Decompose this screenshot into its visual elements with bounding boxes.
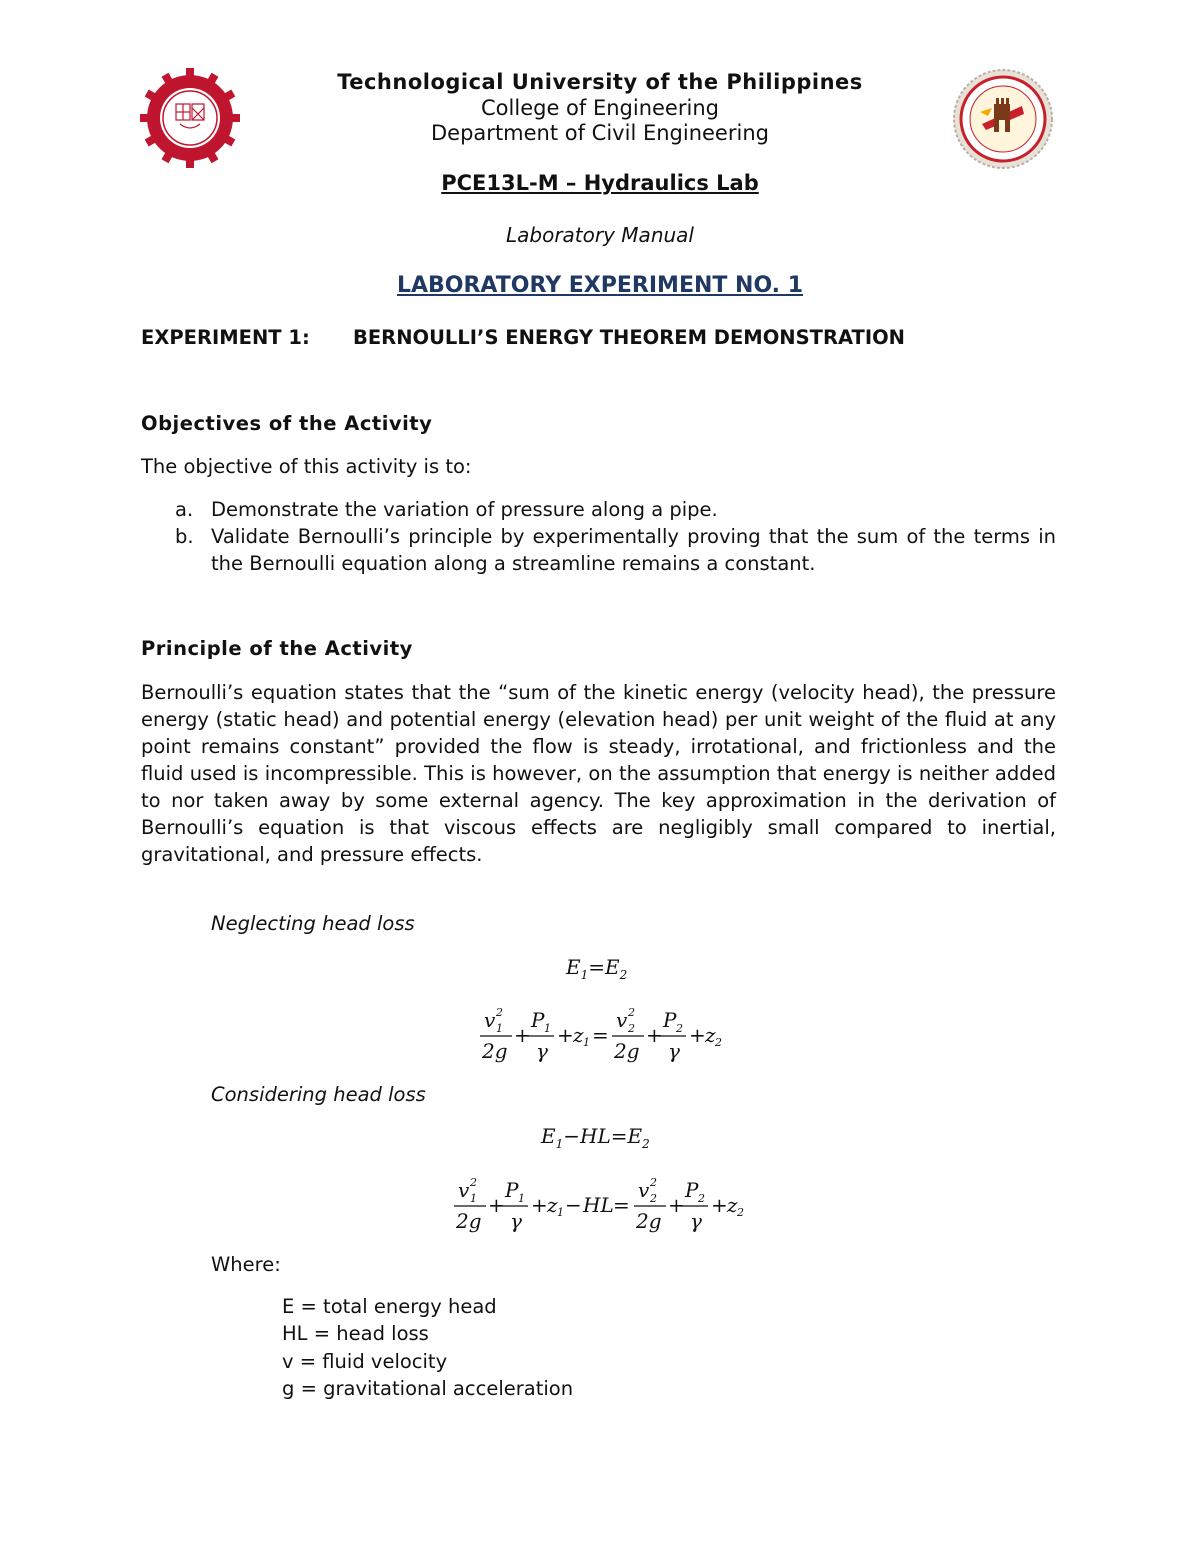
svg-text:P: P — [505, 1178, 519, 1202]
svg-text:2: 2 — [650, 1192, 657, 1205]
equation-bernoulli-head-loss — [452, 1170, 752, 1240]
svg-text:=: = — [592, 1023, 609, 1047]
svg-text:γ: γ — [690, 1209, 702, 1233]
svg-text:2: 2 — [470, 1176, 477, 1189]
svg-text:2: 2 — [676, 1022, 683, 1035]
svg-text:γ: γ — [536, 1039, 548, 1063]
svg-text:2: 2 — [715, 1036, 722, 1049]
svg-text:v: v — [638, 1178, 650, 1202]
equation-energy-balance: $E_1=E_2$ — [566, 955, 628, 982]
course-title: PCE13L-M – Hydraulics Lab — [441, 171, 759, 195]
svg-text:1: 1 — [496, 1022, 503, 1035]
svg-text:2g: 2g — [482, 1039, 508, 1063]
svg-text:2: 2 — [650, 1176, 657, 1189]
definition-gravitational-acceleration: g = gravitational acceleration — [282, 1377, 574, 1400]
svg-text:2g: 2g — [636, 1209, 662, 1233]
svg-text:P: P — [531, 1008, 545, 1032]
manual-label: Laboratory Manual — [506, 223, 694, 247]
svg-text:v: v — [484, 1008, 496, 1032]
experiment-label: EXPERIMENT 1: — [141, 326, 310, 349]
svg-text:1: 1 — [470, 1192, 477, 1205]
svg-text:P: P — [663, 1008, 677, 1032]
svg-text:γ: γ — [510, 1209, 522, 1233]
svg-text:2g: 2g — [614, 1039, 640, 1063]
svg-text:2: 2 — [698, 1192, 705, 1205]
svg-text:+: + — [488, 1193, 505, 1217]
svg-text:z: z — [573, 1023, 584, 1047]
principle-paragraph: Bernoulli’s equation states that the “sum of the kinetic energy (velocity head), the pressure energy (static head) and potential energy (elevation head) per unit weight of the fluid at any point remains constant” provided the flow is steady, irrotational, and frictionless and the fluid used is incompressible. This is however, on the assumption that energy is neither added to nor taken away by some external agency. The key approximation in the derivation of Bernoulli’s equation is that viscous effects are negligibly small compared to inertial, gravitational, and pressure effects. — [141, 681, 1056, 866]
svg-text:z: z — [547, 1193, 558, 1217]
university-name: Technological University of the Philippines — [337, 70, 863, 94]
svg-text:+: + — [531, 1193, 548, 1217]
svg-text:+: + — [514, 1023, 531, 1047]
definition-head-loss: HL = head loss — [282, 1322, 429, 1345]
svg-text:HL: HL — [583, 1193, 614, 1217]
svg-text:+: + — [646, 1023, 663, 1047]
svg-text:1: 1 — [518, 1192, 525, 1205]
svg-text:2: 2 — [496, 1006, 503, 1019]
svg-text:v: v — [458, 1178, 470, 1202]
svg-text:=: = — [613, 1193, 630, 1217]
objective-item-a: Demonstrate the variation of pressure along a pipe. — [211, 498, 718, 521]
svg-text:2g: 2g — [456, 1209, 482, 1233]
svg-text:1: 1 — [544, 1022, 551, 1035]
experiment-title: BERNOULLI’S ENERGY THEOREM DEMONSTRATION — [353, 326, 905, 349]
svg-text:2: 2 — [628, 1022, 635, 1035]
svg-text:z: z — [705, 1023, 716, 1047]
equation-energy-balance-head-loss: $E_1-HL=E_2$ — [541, 1124, 650, 1151]
objective-marker-b: b. — [175, 525, 194, 548]
svg-text:1: 1 — [583, 1036, 590, 1049]
equation-bernoulli — [478, 1000, 738, 1070]
neglecting-head-loss-label: Neglecting head loss — [211, 912, 415, 935]
svg-text:+: + — [557, 1023, 574, 1047]
svg-text:−: − — [565, 1193, 582, 1217]
definition-total-energy-head: E = total energy head — [282, 1295, 497, 1318]
svg-text:2: 2 — [628, 1006, 635, 1019]
svg-text:P: P — [685, 1178, 699, 1202]
lab-experiment-title: LABORATORY EXPERIMENT NO. 1 — [396, 273, 804, 298]
svg-text:v: v — [616, 1008, 628, 1032]
svg-text:+: + — [711, 1193, 728, 1217]
svg-text:γ: γ — [668, 1039, 680, 1063]
principle-heading: Principle of the Activity — [141, 637, 413, 660]
svg-text:1: 1 — [557, 1206, 564, 1219]
svg-text:+: + — [668, 1193, 685, 1217]
where-label: Where: — [211, 1253, 281, 1276]
objective-item-b: Validate Bernoulli’s principle by experimentally proving that the sum of the terms in the Bernoulli equation along a streamline remains a constant. — [211, 525, 1056, 575]
svg-text:z: z — [727, 1193, 738, 1217]
objectives-heading: Objectives of the Activity — [141, 412, 433, 435]
svg-text:2: 2 — [737, 1206, 744, 1219]
svg-text:+: + — [689, 1023, 706, 1047]
department-name: Department of Civil Engineering — [431, 121, 769, 145]
considering-head-loss-label: Considering head loss — [211, 1083, 426, 1106]
objective-marker-a: a. — [175, 498, 194, 521]
college-name: College of Engineering — [481, 96, 719, 120]
objectives-intro: The objective of this activity is to: — [141, 455, 472, 478]
definition-fluid-velocity: v = fluid velocity — [282, 1350, 448, 1373]
